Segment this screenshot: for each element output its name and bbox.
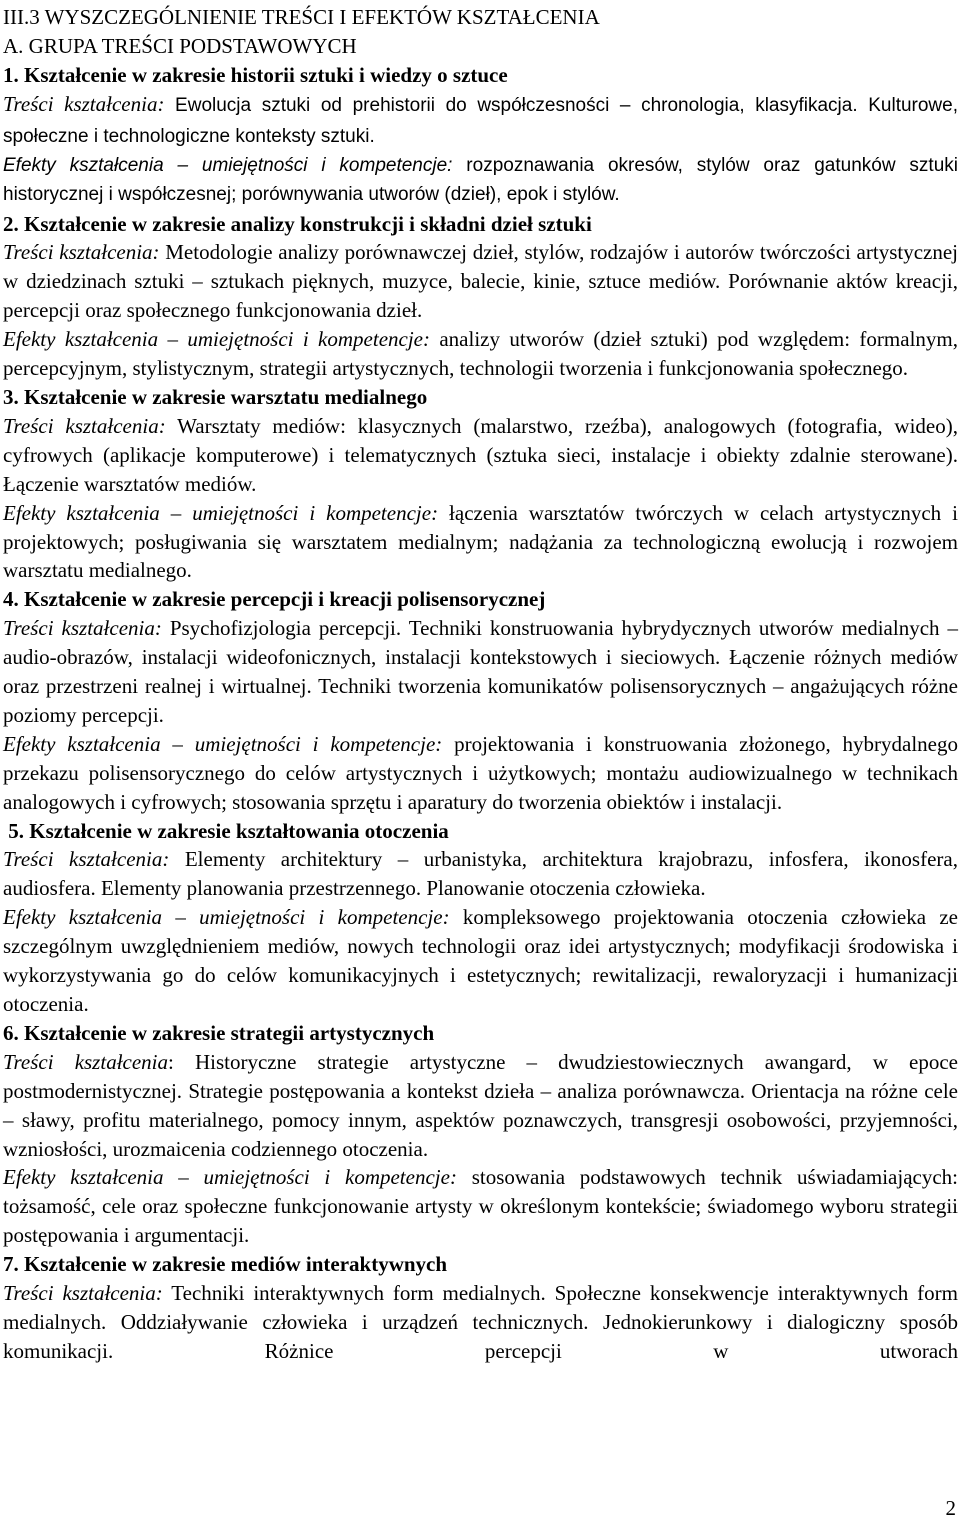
section-title: 3. Kształcenie w zakresie warsztatu medialnego [3,384,428,409]
section-title: 6. Kształcenie w zakresie strategii artystycznych [3,1020,435,1045]
effects-paragraph [3,903,958,1019]
effects-text: analizy utworów (dzieł sztuki) pod względem: formalnym, percepcyjnym, stylistycznym, strategii artystycznych, technologii tworzenia i funkcjonowania społecznego. [3,327,958,381]
effects-paragraph [3,730,958,817]
effects-text: kompleksowego projektowania otoczenia człowieka ze szczególnym uwzględnieniem mediów, nowych technologii oraz idei artystycznych; modyfikacji środowiska i wykorzystywania go do celów komunikacyjnych i estetycznych; rewitalizacji, rewaloryzacji i humanizacji otoczenia. [3,905,958,1016]
section-3 [3,383,958,585]
effects-text: łączenia warsztatów twórczych w celach artystycznych i projektowych; posługiwania się warsztatem medialnym; nadążania za technologiczną ewolucją i rozwojem warsztatu medialnego. [3,500,958,583]
chapter-title: III.3 WYSZCZEGÓLNIENIE TREŚCI I EFEKTÓW KSZTAŁCENIA [3,5,600,29]
section-title: 2. Kształcenie w zakresie analizy konstrukcji i składni dzieł sztuki [3,211,592,236]
effects-paragraph [3,499,958,586]
content-text: Metodologie analizy porównawczej dzieł, stylów, rodzajów i autorów twórczości artystycznej w dziedzinach sztuki – sztukach pięknych, muzyce, balecie, kinie, sztuce mediów. Porównanie aktów kreacji, percepcji oraz społecznego funkcjonowania dzieł. [3,240,958,323]
section-6 [3,1019,958,1250]
content-label: Treści kształcenia: [3,240,160,265]
content-text: Ewolucja sztuki od prehistorii do współczesności – chronologia, klasyfikacja. Kulturowe, społeczne i technologiczne konteksty sztuki. [3,94,959,147]
content-paragraph [3,1279,958,1366]
section-title: 1. Kształcenie w zakresie historii sztuki i wiedzy o sztuce [3,63,508,87]
effects-label: Efekty kształcenia – umiejętności i kompetencje: [3,500,439,525]
effects-text: projektowania i konstruowania złożonego, hybrydalnego przekazu polisensorycznego do celów artystycznych i użytkowych; montażu audiowizualnego w technikach analogowych i cyfrowych; stosowania sprzętu i aparatury do tworzenia obiektów i instalacji. [3,731,958,814]
content-paragraph [3,90,958,152]
content-paragraph [3,412,958,499]
group-title: A. GRUPA TREŚCI PODSTAWOWYCH [3,34,357,58]
section-title: 7. Kształcenie w zakresie mediów interaktywnych [3,1252,448,1277]
effects-paragraph [3,1163,958,1250]
effects-text: stosowania podstawowych technik uświadamiających: tożsamość, cele oraz społeczne funkcjonowanie artysty w określonym kontekście; świadomego wyboru strategii postępowania i argumentacji. [3,1165,958,1248]
section-2 [3,210,958,383]
section-4 [3,585,958,816]
section-5 [3,817,958,1019]
content-paragraph [3,614,958,730]
effects-paragraph [3,325,958,383]
effects-paragraph [3,152,958,210]
effects-label: Efekty kształcenia – umiejętności i kompetencje: [3,1165,457,1190]
content-label: Treści kształcenia: [3,91,165,116]
content-text: : Historyczne strategie artystyczne – dwudziestowiecznych awangard, w epoce postmodernistycznej. Strategie postępowania a kontekst dzieła – analiza porównawcza. Orientacja na różne cele – sławy, profitu materialnego, pomocy innym, aspektów poznawczych, transgresji osobowości, przyjemności, wzniosłości, urozmaicenia codziennego otoczenia. [3,1049,958,1161]
content-label: Treści kształcenia [3,1049,168,1074]
effects-label: Efekty kształcenia – umiejętności i kompetencje: [3,327,430,352]
content-paragraph [3,238,958,325]
content-text: Techniki interaktywnych form medialnych. Społeczne konsekwencje interaktywnych form medialnych. Oddziaływanie człowieka i urządzeń technicznych. Jednokierunkowy i dialogiczny sposób komunikacji. Różnice percepcji w utworach [3,1281,959,1363]
effects-label: Efekty kształcenia – umiejętności i kompetencje: [3,905,450,930]
content-text: Psychofizjologia percepcji. Techniki konstruowania hybrydycznych utworów medialnych – audio-obrazów, instalacji wideofonicznych, instalacji kontekstowych i sieciowych. Łączenie różnych mediów oraz przestrzeni realnej i wirtualnej. Techniki tworzenia komunikatów polisensorycznych – angażujących różne poziomy percepcji. [3,616,958,727]
content-label: Treści kształcenia: [3,413,166,438]
effects-label: Efekty kształcenia – umiejętności i kompetencje: [3,731,443,756]
content-text: Elementy architektury – urbanistyka, architektura krajobrazu, infosfera, ikonosfera, audiosfera. Elementy planowania przestrzennego. Planowanie otoczenia człowieka. [3,847,958,901]
content-paragraph [3,845,958,903]
content-paragraph [3,1048,958,1164]
effects-text: rozpoznawania okresów, stylów oraz gatunków sztuki historycznej i współczesnej; porównywania utworów (dzieł), epok i stylów. [3,154,958,205]
section-title: 5. Kształcenie w zakresie kształtowania otoczenia [3,818,449,843]
content-label: Treści kształcenia: [3,616,162,641]
page-number: 2 [945,1496,956,1520]
content-text: Warsztaty mediów: klasycznych (malarstwo, rzeźba), analogowych (fotografia, wideo), cyfrowych (aplikacje komputerowe) i telematycznych (sztuka sieci, instalacje i obiekty zdalnie sterowane). Łączenie warsztatów mediów. [3,413,958,496]
section-7 [3,1250,958,1366]
content-label: Treści kształcenia: [3,847,170,872]
content-label: Treści kształcenia: [3,1281,163,1306]
section-1 [3,61,958,210]
effects-label: Efekty kształcenia – umiejętności i kompetencje: [3,154,453,176]
document-page [3,3,958,1366]
section-title: 4. Kształcenie w zakresie percepcji i kreacji polisensorycznej [3,587,546,612]
